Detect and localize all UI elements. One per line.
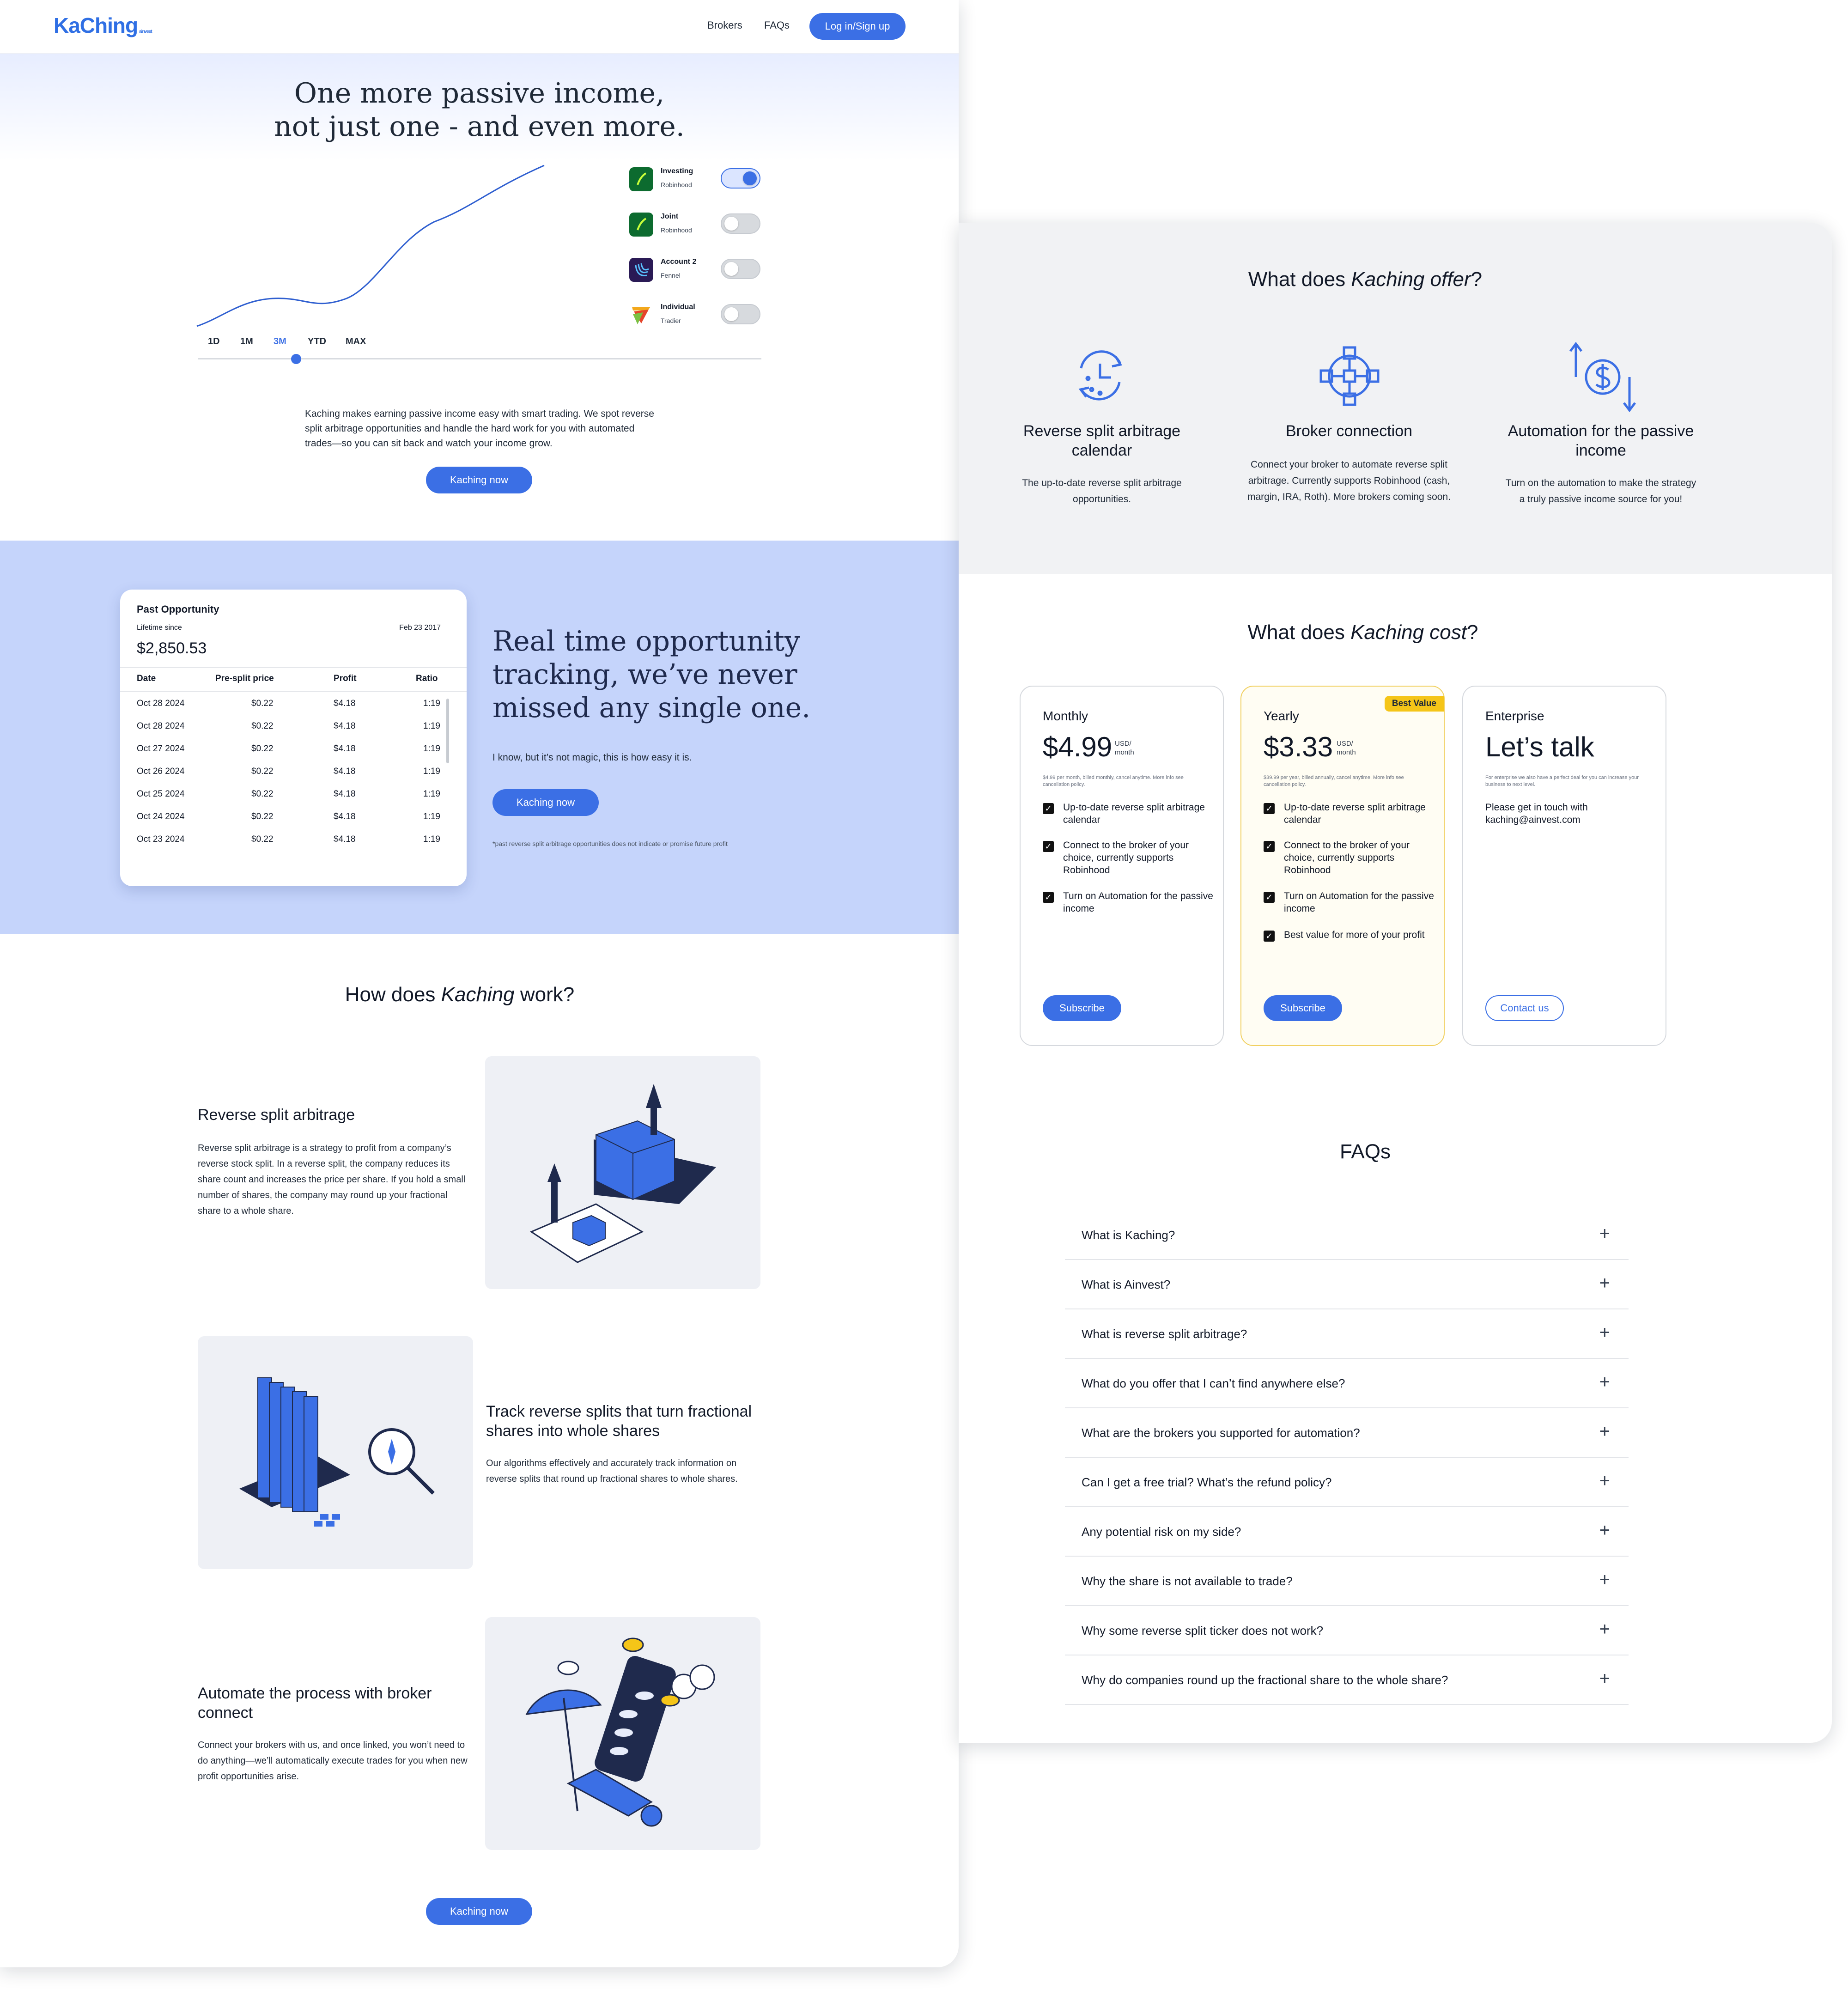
check-icon: ✓ <box>1043 841 1054 852</box>
step-1-body: Reverse split arbitrage is a strategy to profit from a company’s reverse stock split. In a reverse split, the company reduces its share count and increases the price per share. If you hold a small number of shares, the company may round up your fractional share to a whole share. <box>198 1143 466 1216</box>
expand-plus-icon[interactable]: + <box>1599 1223 1610 1244</box>
faq-item[interactable] <box>1065 1507 1629 1557</box>
how-section-title: How does Kaching work? <box>345 983 575 1006</box>
logo-tag: ainvest <box>139 29 152 34</box>
kaching-now-button-bottom[interactable]: Kaching now <box>426 1898 532 1925</box>
expand-plus-icon[interactable]: + <box>1599 1421 1610 1442</box>
feature-3-title: Automation for the passive income <box>1508 422 1694 459</box>
timeline-handle[interactable] <box>291 354 301 364</box>
account-broker: Tradier <box>661 317 681 324</box>
account-broker: Fennel <box>661 272 681 279</box>
kaching-now-button-opportunity[interactable]: Kaching now <box>492 789 599 816</box>
faq-question: What is Kaching? <box>1082 1228 1175 1242</box>
plan-fine-print: $4.99 per month, billed monthly, cancel anytime. More info see cancellation policy. <box>1043 775 1184 787</box>
table-cell: $0.22 <box>251 834 274 844</box>
faq-question: Any potential risk on my side? <box>1082 1525 1241 1539</box>
faq-item[interactable] <box>1065 1408 1629 1458</box>
toggle-investing[interactable] <box>721 168 760 189</box>
reverse-split-illustration <box>485 1056 760 1289</box>
tab-ytd[interactable]: YTD <box>308 336 326 347</box>
top-nav <box>0 0 959 54</box>
table-cell: 1:19 <box>423 834 440 844</box>
plan-fine-print: $39.99 per year, billed annually, cancel anytime. More info see cancellation policy. <box>1264 775 1404 787</box>
account-name: Joint <box>661 213 679 220</box>
hero-title-line1: One more passive income, <box>294 77 665 110</box>
tab-1m[interactable]: 1M <box>240 336 253 347</box>
fennel-icon <box>629 258 653 282</box>
lifetime-date: Feb 23 2017 <box>399 624 441 632</box>
account-name: Account 2 <box>661 258 697 266</box>
faq-question: What do you offer that I can’t find anywhere else? <box>1082 1376 1345 1390</box>
table-cell: Oct 25 2024 <box>137 789 185 799</box>
hero-title-line2: not just one - and even more. <box>274 110 685 143</box>
faq-question: Can I get a free trial? What’s the refund policy? <box>1082 1475 1332 1489</box>
best-value-badge: Best Value <box>1385 696 1444 712</box>
expand-plus-icon[interactable]: + <box>1599 1322 1610 1343</box>
table-cell: 1:19 <box>423 789 440 799</box>
expand-plus-icon[interactable]: + <box>1599 1668 1610 1689</box>
opportunity-title-line3: missed any single one. <box>492 692 811 724</box>
table-cell: Oct 24 2024 <box>137 812 185 822</box>
step-3-title: Automate the process with broker connect <box>198 1685 432 1722</box>
faq-item[interactable] <box>1065 1458 1629 1507</box>
table-cell: $4.18 <box>334 789 356 799</box>
income-growth-line <box>197 165 544 326</box>
income-growth-chart <box>194 162 554 360</box>
table-cell: 1:19 <box>423 767 440 776</box>
table-cell: Oct 28 2024 <box>137 699 185 708</box>
plan-price: $4.99 <box>1043 731 1112 762</box>
card-title: Past Opportunity <box>137 603 219 615</box>
opportunity-subtitle: I know, but it’s not magic, this is how easy it is. <box>492 752 692 763</box>
faq-question: Why the share is not available to trade? <box>1082 1574 1293 1588</box>
nav-link-faqs[interactable]: FAQs <box>764 19 790 31</box>
faq-question: What are the brokers you supported for automation? <box>1082 1426 1360 1440</box>
check-icon: ✓ <box>1264 892 1275 903</box>
faqs-title: FAQs <box>1339 1140 1391 1163</box>
table-cell: $0.22 <box>251 767 274 776</box>
col-date: Date <box>137 674 156 683</box>
plan-fine-print: For enterprise we also have a perfect deal for you can increase your business to next level. <box>1485 775 1639 787</box>
opportunity-disclaimer: *past reverse split arbitrage opportunities does not indicate or promise future profit <box>492 840 728 847</box>
check-icon: ✓ <box>1264 841 1275 852</box>
table-cell: Oct 26 2024 <box>137 767 185 776</box>
tab-3m[interactable]: 3M <box>274 336 286 347</box>
pricing-section-title: What does Kaching cost? <box>1247 621 1478 644</box>
timeline-track <box>198 358 761 359</box>
tab-1d[interactable]: 1D <box>208 336 220 347</box>
expand-plus-icon[interactable]: + <box>1599 1471 1610 1491</box>
account-broker: Robinhood <box>661 226 692 234</box>
faq-item[interactable] <box>1065 1309 1629 1359</box>
step-2-body: Our algorithms effectively and accurately track information on reverse splits that round up fractional shares to whole shares. <box>486 1458 738 1484</box>
col-pre-split-price: Pre-split price <box>215 674 274 683</box>
logo-text: KaChing <box>54 13 138 37</box>
plan-price: $3.33 <box>1264 731 1333 762</box>
table-cell: 1:19 <box>423 721 440 731</box>
account-name: Investing <box>661 167 693 175</box>
opportunity-title-line2: tracking, we’ve never <box>492 658 797 691</box>
step-1-title: Reverse split arbitrage <box>198 1106 355 1124</box>
plan-name: Enterprise <box>1485 709 1544 723</box>
feature-1-body: The up-to-date reverse split arbitrage opportunities. <box>1022 478 1182 505</box>
kaching-logo[interactable] <box>54 13 152 38</box>
step-3-body: Connect your brokers with us, and once linked, you won’t need to do anything—we’ll automatically execute trades for you when new profit opportunities arise. <box>198 1740 468 1782</box>
feature-1-title: Reverse split arbitrage calendar <box>1023 422 1181 459</box>
tracking-illustration <box>198 1336 473 1569</box>
robinhood-icon <box>629 213 653 237</box>
faq-item[interactable] <box>1065 1211 1629 1260</box>
plan-card-yearly: Best Value Yearly $3.33 USD/ month $39.99 per year, billed annually, cancel anytime. More info see cancellation policy. ✓ Up-to-date reverse split arbitrage calendar ✓ Connect to the broker of your choice, currently supports Robinhood ✓ Turn on Automation for the passive income ✓ Best value for more of your profit Subscribe <box>1240 686 1445 1046</box>
tab-max[interactable]: MAX <box>346 336 366 347</box>
feature-3-body: Turn on the automation to make the strategy a truly passive income source for you! <box>1505 478 1696 505</box>
automation-illustration <box>485 1617 760 1850</box>
table-header-divider <box>120 691 467 692</box>
plan-unit: USD/ month <box>1115 740 1134 756</box>
table-cell: $0.22 <box>251 812 274 822</box>
table-cell: Oct 23 2024 <box>137 834 185 844</box>
subscribe-button-monthly[interactable]: Subscribe <box>1043 995 1121 1021</box>
nav-link-brokers[interactable]: Brokers <box>707 19 742 31</box>
table-cell: 1:19 <box>423 699 440 708</box>
table-cell: $4.18 <box>334 699 356 708</box>
account-broker: Robinhood <box>661 181 692 189</box>
faq-item[interactable] <box>1065 1655 1629 1705</box>
faq-item[interactable] <box>1065 1260 1629 1309</box>
plan-card-monthly: Monthly $4.99 USD/ month $4.99 per month, billed monthly, cancel anytime. More info see cancellation policy. ✓ Up-to-date reverse split arbitrage calendar ✓ Connect to the broker of your choice, currently supports Robinhood ✓ Turn on Automation for the passive income Subscribe <box>1020 686 1224 1046</box>
plan-price: Let’s talk <box>1485 731 1594 762</box>
expand-plus-icon[interactable]: + <box>1599 1570 1610 1590</box>
tradier-icon <box>629 303 653 327</box>
table-cell: $4.18 <box>334 812 356 822</box>
expand-plus-icon[interactable]: + <box>1599 1520 1610 1540</box>
login-signup-button[interactable]: Log in/Sign up <box>809 13 906 40</box>
toggle-account-2[interactable] <box>721 259 760 279</box>
enterprise-contact-text: Please get in touch with kaching@ainvest.com <box>1485 802 1588 825</box>
plan-name: Monthly <box>1043 709 1088 723</box>
account-name: Individual <box>661 303 695 311</box>
table-cell: Oct 28 2024 <box>137 721 185 731</box>
plan-unit: USD/ month <box>1337 740 1356 756</box>
table-cell: $4.18 <box>334 721 356 731</box>
plan-name: Yearly <box>1264 709 1299 723</box>
lifetime-total: $2,850.53 <box>137 639 207 657</box>
expand-plus-icon[interactable]: + <box>1599 1372 1610 1392</box>
table-cell: $4.18 <box>334 767 356 776</box>
faq-question: What is reverse split arbitrage? <box>1082 1327 1247 1341</box>
network-icon <box>1317 344 1382 411</box>
check-icon: ✓ <box>1264 931 1275 942</box>
col-ratio: Ratio <box>416 674 438 683</box>
table-divider <box>120 667 467 668</box>
table-cell: Oct 27 2024 <box>137 744 185 754</box>
table-cell: $4.18 <box>334 744 356 754</box>
feature-2-title: Broker connection <box>1285 422 1413 440</box>
table-cell: $4.18 <box>334 834 356 844</box>
dollar-arrows-icon <box>1567 340 1641 416</box>
toggle-individual[interactable] <box>721 304 760 324</box>
table-cell: $0.22 <box>251 699 274 708</box>
check-icon: ✓ <box>1043 892 1054 903</box>
subscribe-button-yearly[interactable]: Subscribe <box>1264 995 1342 1021</box>
step-2-title: Track reverse splits that turn fractional shares into whole shares <box>486 1403 752 1440</box>
table-cell: 1:19 <box>423 812 440 822</box>
col-profit: Profit <box>334 674 357 683</box>
check-icon: ✓ <box>1264 803 1275 814</box>
calendar-clock-icon <box>1070 345 1130 408</box>
table-cell: 1:19 <box>423 744 440 754</box>
table-cell: $0.22 <box>251 789 274 799</box>
kaching-now-button-hero[interactable]: Kaching now <box>426 467 532 493</box>
toggle-joint[interactable] <box>721 213 760 234</box>
lifetime-label: Lifetime since <box>137 624 182 632</box>
offer-section-title: What does Kaching offer? <box>1248 268 1483 291</box>
table-cell: $0.22 <box>251 744 274 754</box>
expand-plus-icon[interactable]: + <box>1599 1273 1610 1293</box>
table-scrollbar[interactable] <box>446 699 449 763</box>
faq-item[interactable] <box>1065 1557 1629 1606</box>
contact-us-button[interactable]: Contact us <box>1485 995 1564 1021</box>
past-opportunity-card <box>120 590 467 886</box>
landing-page-right <box>959 223 1832 1743</box>
faq-item[interactable] <box>1065 1359 1629 1408</box>
feature-2-body: Connect your broker to automate reverse split arbitrage. Currently supports Robinhood (cash, margin, IRA, Roth). More brokers coming soon. <box>1247 459 1451 502</box>
faq-item[interactable] <box>1065 1606 1629 1655</box>
faq-question: Why some reverse split ticker does not work? <box>1082 1624 1324 1637</box>
expand-plus-icon[interactable]: + <box>1599 1619 1610 1639</box>
check-icon: ✓ <box>1043 803 1054 814</box>
faq-question: What is Ainvest? <box>1082 1278 1171 1291</box>
table-cell: $0.22 <box>251 721 274 731</box>
plan-card-enterprise <box>1462 686 1666 1046</box>
hero-description: Kaching makes earning passive income easy with smart trading. We spot reverse split arbitrage opportunities and handle the hard work for you with automated trades—so you can sit back and watch your income grow. <box>305 408 654 449</box>
robinhood-icon <box>629 167 653 191</box>
opportunity-title-line1: Real time opportunity <box>492 625 800 657</box>
faq-question: Why do companies round up the fractional share to the whole share? <box>1082 1673 1448 1687</box>
